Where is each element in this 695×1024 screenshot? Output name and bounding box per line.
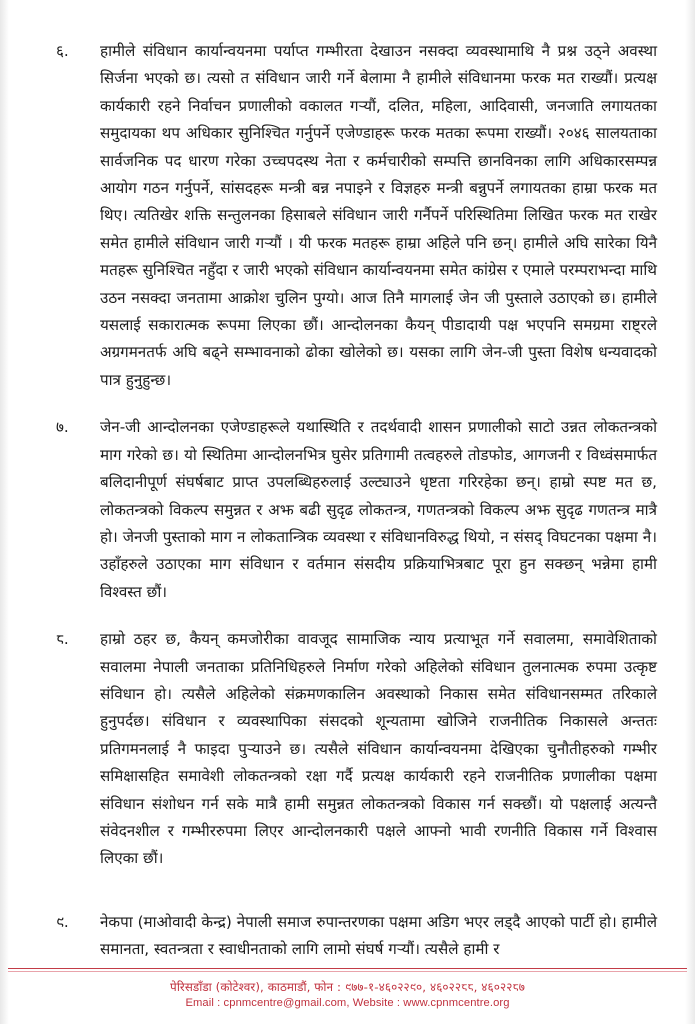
numbered-paragraph — [56, 38, 657, 394]
footer-divider-rule — [8, 968, 687, 969]
footer-contact-line: Email : cpnmcentre@gmail.com, Website : www.cpnmcentre.org — [185, 997, 510, 1009]
paragraph-number: ८. — [56, 630, 69, 649]
numbered-paragraph — [56, 626, 657, 873]
document-body — [56, 38, 657, 959]
footer-divider-rule-secondary — [8, 971, 687, 972]
paragraph-text: हाम्रो ठहर छ, कैयन् कमजोरीका वावजूद सामाजिक न्याय प्रत्याभूत गर्ने सवालमा, समावेशिताको सवालमा नेपाली जनताका प्रतिनिधिहरुले निर्माण गरेको अहिलेको संविधान तुलनात्मक रुपमा उत्कृष्ट संविधान हो। त्यसैले अहिलेको संक्रमणकालिन अवस्थाको निकास समेत संविधानसम्मत तरिकाले हुनुपर्दछ। संविधान र व्यवस्थापिका संसदको शून्यतामा खोजिने राजनीतिक निकासले अन्ततः प्रतिगमनलाई नै फाइदा पुर्‍याउने छ। त्यसैले संविधान कार्यान्वयनमा देखिएका चुनौतीहरुको गम्भीर समिक्षासहित समावेशी लोकतन्त्रको रक्षा गर्दै प्रत्यक्ष कार्यकारी रहने राजनीतिक प्रणालीका पक्षमा संविधान संशोधन गर्न सके मात्रै हामी समुन्नत लोकतन्त्रको विकास गर्न सक्छौं। यो पक्षलाई अत्यन्तै संवेदनशील र गम्भीररुपमा लिएर आन्दोलनकारी पक्षले आफ्नो भावी रणनीति विकास गर्ने विश्वास लिएका छौं। — [100, 630, 657, 868]
paragraph-number: ९. — [56, 912, 69, 931]
paragraph-spacer — [56, 893, 657, 909]
paragraph-text: नेकपा (माओवादी केन्द्र) नेपाली समाज रुपान्तरणका पक्षमा अडिग भएर लड्दै आएको पार्टी हो। हामीले समानता, स्वतन्त्रता र स्वाधीनताको लागि लामो संघर्ष गर्‍यौं। त्यसैले हामी र — [100, 912, 657, 959]
numbered-paragraph — [56, 414, 657, 606]
footer-content — [0, 979, 695, 1011]
paragraph-number: ६. — [56, 42, 69, 60]
footer-address-line: पेरिसडाँडा (कोटेश्वर), काठमाडौं, फोन : ९७७-१-४६०२२९०, ४६०२२८८, ४६०२२८७ — [170, 980, 525, 994]
paragraph-number: ७. — [56, 418, 69, 437]
paragraph-text: जेन-जी आन्दोलनका एजेण्डाहरूले यथास्थिति र तदर्थवादी शासन प्रणालीको साटो उन्नत लोकतन्त्रको माग गरेको छ। यो स्थितिमा आन्दोलनभित्र घुसेर प्रतिगामी तत्वहरुले तोडफोड, आगजनी र विध्वंसमार्फत बलिदानीपूर्ण संघर्षबाट प्राप्त उपलब्धिहरुलाई उल्ट्याउने धृष्टता गरिरहेका छन्। हाम्रो स्पष्ट मत छ, लोकतन्त्रको विकल्प समुन्नत र अझ बढी सुदृढ लोकतन्त्र, गणतन्त्रको विकल्प अझ सुदृढ गणतन्त्र मात्रै हो। जेनजी पुस्ताको माग न लोकतान्त्रिक व्यवस्था र संविधानविरुद्ध थियो, न संसद् विघटनका पक्षमा नै। उहाँहरुले उठाएका माग संविधान र वर्तमान संसदीय प्रक्रियाभित्रबाट पूरा हुन सक्छन् भन्नेमा हामी विश्वस्त छौं। — [100, 418, 657, 601]
numbered-paragraph — [56, 909, 657, 964]
paragraph-text: हामीले संविधान कार्यान्वयनमा पर्याप्त गम्भीरता देखाउन नसक्दा व्यवस्थामाथि नै प्रश्न उठ्ने अवस्था सिर्जना भएको छ। त्यसो त संविधान जारी गर्ने बेलामा नै हामीले संविधानमा फरक मत राख्यौं। प्रत्यक्ष कार्यकारी रहने निर्वाचन प्रणालीको वकालत गर्‍यौं, दलित, महिला, आदिवासी, जनजाति लगायतका समुदायका थप अधिकार सुनिश्चित गर्नुपर्ने एजेण्डाहरू फरक मतका रूपमा राख्यौं। २०४६ सालयताका सार्वजनिक पद धारण गरेका उच्चपदस्थ नेता र कर्मचारीको सम्पत्ति छानविनका लागि अधिकारसम्पन्न आयोग गठन गर्नुपर्ने, सांसदहरू मन्त्री बन्न नपाइने र विज्ञहरु मन्त्री बन्नुपर्ने लगायतका हाम्रा फरक मत थिए। त्यतिखेर शक्ति सन्तुलनका हिसाबले संविधान जारी गर्नैपर्ने परिस्थितिमा लिखित फरक मत राखेर समेत हामीले संविधान जारी गर्‍यौं । यी फरक मतहरू हाम्रा अहिले पनि छन्। हामीले अघि सारेका यिनै मतहरू सुनिश्चित नहुँदा र जारी भएको संविधान कार्यान्वयनमा समेत कांग्रेस र एमाले परम्पराभन्दा माथि उठन नसक्दा जनतामा आक्रोश चुलिन पुग्यो। आज तिनै मागलाई जेन जी पुस्ताले उठाएको छ। हामीले यसलाई सकारात्मक रूपमा लिएका छौं। आन्दोलनका कैयन् पीडादायी पक्ष भएपनि समग्रमा राष्ट्रले अग्रगमनतर्फ अघि बढ्ने सम्भावनाको ढोका खोलेको छ। यसका लागि जेन-जी पुस्ता विशेष धन्यवादको पात्र हुनुहुन्छ। — [100, 42, 657, 389]
page-footer — [0, 962, 695, 1024]
